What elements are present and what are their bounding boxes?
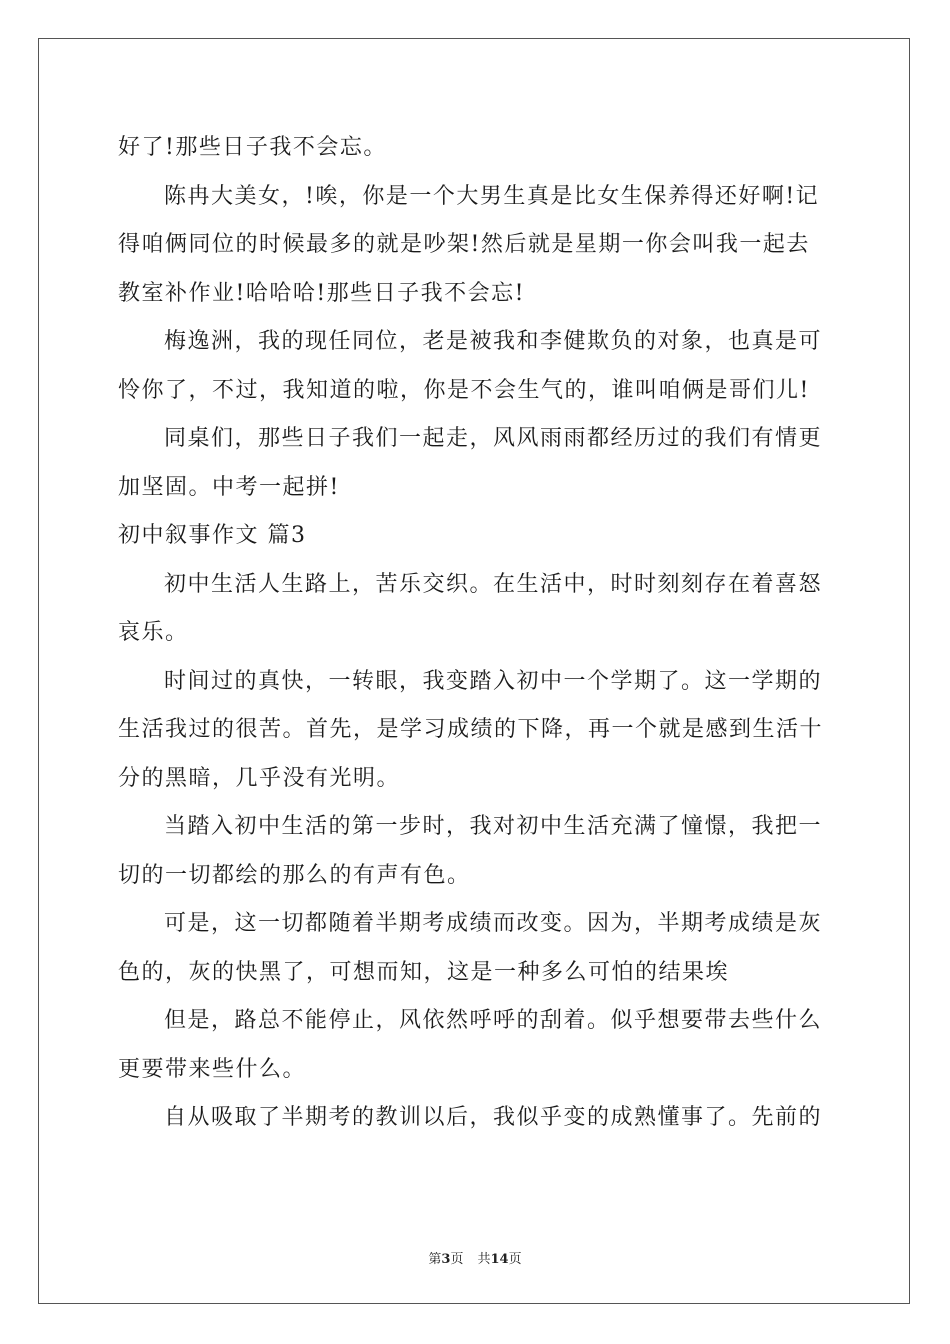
document-body (118, 124, 833, 1143)
footer-page-prefix: 第 (428, 1252, 442, 1267)
text-line: 初中叙事作文 篇3 (118, 523, 307, 548)
text-line: 更要带来些什么。 (118, 1056, 307, 1082)
text-line: 梅逸洲，我的现任同位，老是被我和李健欺负的对象，也真是可 (164, 329, 823, 354)
footer-total-number: 14 (490, 1252, 509, 1267)
footer-page-suffix: 页 (450, 1252, 464, 1267)
text-line: 陈冉大美女，!唉，你是一个大男生真是比女生保养得还好啊!记 (164, 183, 820, 209)
footer-total-prefix: 共 (477, 1252, 491, 1267)
text-line: 好了!那些日子我不会忘。 (118, 135, 387, 160)
text-line: 同桌们，那些日子我们一起走，风风雨雨都经历过的我们有情更 (164, 426, 823, 451)
text-line: 怜你了，不过，我知道的啦，你是不会生气的，谁叫咱俩是哥们儿! (118, 377, 810, 403)
text-line: 教室补作业!哈哈哈!那些日子我不会忘! (118, 280, 526, 306)
text-line: 但是，路总不能停止，风依然呼呼的刮着。似乎想要带去些什么 (164, 1008, 823, 1033)
text-line: 时间过的真快，一转眼，我变踏入初中一个学期了。这一学期的 (164, 668, 823, 694)
footer-page-number: 3 (441, 1252, 451, 1267)
text-line: 可是，这一切都随着半期考成绩而改变。因为，半期考成绩是灰 (164, 911, 823, 936)
text-line: 得咱俩同位的时候最多的就是吵架!然后就是星期一你会叫我一起去 (118, 232, 810, 257)
text-line: 初中生活人生路上，苦乐交织。在生活中，时时刻刻存在着喜怒 (164, 571, 823, 597)
page-footer (0, 1248, 950, 1267)
text-line: 自从吸取了半期考的教训以后，我似乎变的成熟懂事了。先前的 (164, 1105, 823, 1130)
text-line: 加坚固。中考一起拼! (118, 474, 340, 500)
text-line: 当踏入初中生活的第一步时，我对初中生活充满了憧憬，我把一 (164, 814, 823, 839)
text-line: 切的一切都绘的那么的有声有色。 (118, 862, 471, 888)
text-line: 分的黑暗，几乎没有光明。 (118, 765, 401, 791)
text-line: 生活我过的很苦。首先，是学习成绩的下降，再一个就是感到生活十 (118, 717, 824, 742)
footer-total-suffix: 页 (508, 1252, 522, 1267)
text-line: 色的，灰的快黑了，可想而知，这是一种多么可怕的结果埃 (118, 959, 730, 985)
text-line: 哀乐。 (118, 620, 189, 645)
